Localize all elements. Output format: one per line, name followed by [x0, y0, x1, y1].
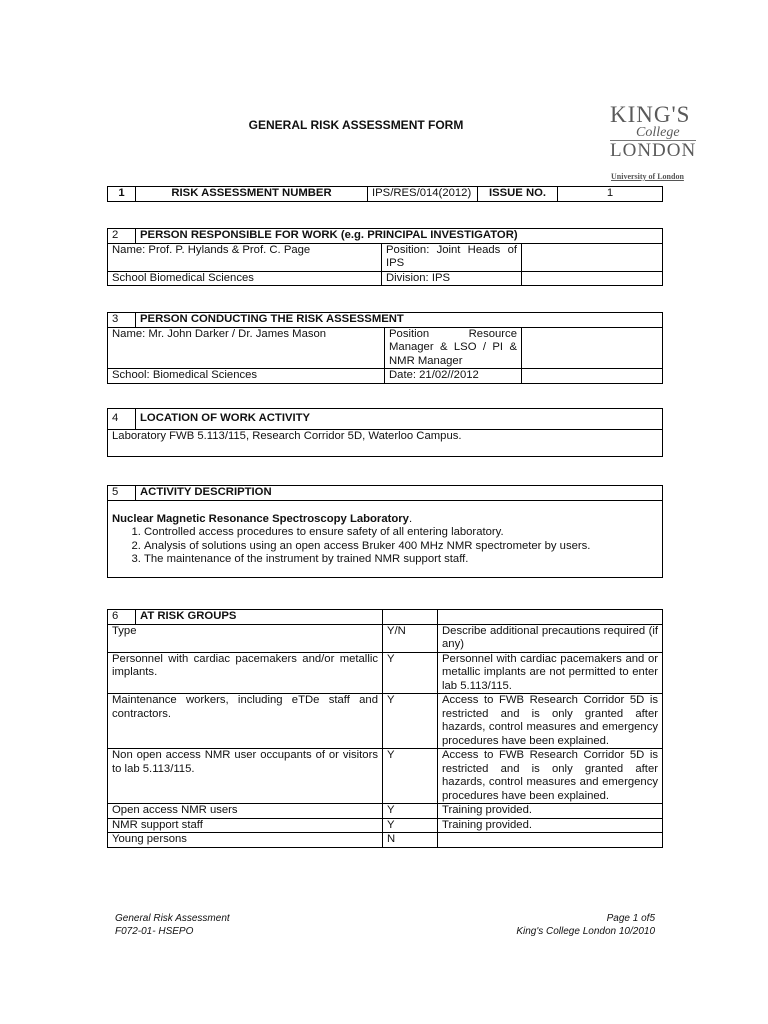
responsible-division: Division: IPS	[382, 271, 522, 286]
activity-list	[112, 526, 658, 567]
footer-left	[115, 912, 230, 938]
assessment-date-extra-cell	[522, 369, 663, 384]
assessment-date: Date: 21/02//2012	[385, 369, 522, 384]
section-4-title: LOCATION OF WORK ACTIVITY	[136, 409, 663, 430]
group-precautions: Training provided.	[438, 818, 663, 833]
footer-right	[455, 912, 655, 938]
table-row	[108, 804, 663, 819]
group-yn: Y	[383, 652, 438, 694]
section-2-header-row	[108, 229, 663, 244]
section-3-table	[107, 312, 663, 384]
footer-form-code: F072-01- HSEPO	[115, 926, 194, 937]
group-yn: Y	[383, 694, 438, 749]
activity-item: 3. The maintenance of the instrument by trained NMR support staff.	[144, 553, 658, 567]
group-yn: Y	[383, 804, 438, 819]
logo-line-college: College	[636, 125, 680, 140]
section-6-header-blank	[438, 610, 663, 625]
table-header-row	[108, 624, 663, 652]
issue-no-value: 1	[558, 187, 663, 202]
section-4-body-row	[108, 430, 663, 457]
group-type: Maintenance workers, including eTDe staff and contractors.	[108, 694, 383, 749]
logo-line-london: LONDON	[610, 140, 697, 161]
footer-form-name: General Risk Assessment	[115, 913, 230, 924]
section-6-table	[107, 609, 663, 848]
section-1-number: 1	[108, 187, 136, 202]
activity-heading: Nuclear Magnetic Resonance Spectroscopy Laboratory	[112, 512, 409, 525]
activity-item: 1. Controlled access procedures to ensure safety of all entering laboratory.	[144, 526, 658, 540]
footer-org-date: King's College London 10/2010	[516, 926, 655, 937]
group-precautions: Access to FWB Research Corridor 5D is restricted and is only granted after hazards, control measures and emergency procedures have been explained.	[438, 694, 663, 749]
group-precautions: Personnel with cardiac pacemakers and or metallic implants are not permitted to enter lab 5.113/115.	[438, 652, 663, 694]
table-row	[108, 749, 663, 804]
issue-no-label: ISSUE NO.	[478, 187, 558, 202]
section-1-table	[107, 186, 663, 202]
section-2-number: 2	[108, 229, 136, 244]
group-type: Young persons	[108, 833, 383, 848]
group-type: Personnel with cardiac pacemakers and/or metallic implants.	[108, 652, 383, 694]
risk-assessment-number-value: IPS/RES/014(2012)	[368, 187, 478, 202]
section-6-header-row	[108, 610, 663, 625]
section-5-title: ACTIVITY DESCRIPTION	[136, 486, 663, 501]
group-yn: Y	[383, 749, 438, 804]
section-3-school-row	[108, 369, 663, 384]
table-row	[108, 833, 663, 848]
assessor-school: School: Biomedical Sciences	[108, 369, 385, 384]
section-4-number: 4	[108, 409, 136, 430]
activity-item: 2. Analysis of solutions using an open access Bruker 400 MHz NMR spectrometer by users.	[144, 540, 658, 554]
section-5-table	[107, 485, 663, 578]
responsible-name: Name: Prof. P. Hylands & Prof. C. Page	[108, 243, 382, 271]
form-title: GENERAL RISK ASSESSMENT FORM	[248, 118, 464, 132]
responsible-division-extra-cell	[522, 271, 663, 286]
section-4-table	[107, 408, 663, 457]
column-header-type: Type	[108, 624, 383, 652]
section-4-header-row	[108, 409, 663, 430]
section-5-number: 5	[108, 486, 136, 501]
assessor-name: Name: Mr. John Darker / Dr. James Mason	[108, 327, 385, 369]
section-3-name-row	[108, 327, 663, 369]
risk-assessment-number-label: RISK ASSESSMENT NUMBER	[136, 187, 368, 202]
responsible-school: School Biomedical Sciences	[108, 271, 382, 286]
section-2-name-row	[108, 243, 663, 271]
section-3-header-row	[108, 313, 663, 328]
activity-description: Nuclear Magnetic Resonance Spectroscopy Laboratory. 1. Controlled access procedures to ensure safety of all entering laboratory. 2. Analysis of solutions using an open access Bruker 400 MHz NMR spectrometer by users. 3. The maintenance of the instrument by trained NMR support staff.	[108, 500, 663, 577]
group-yn: N	[383, 833, 438, 848]
group-precautions: Access to FWB Research Corridor 5D is restricted and is only granted after hazards, control measures and emergency procedures have been explained.	[438, 749, 663, 804]
section-6-number: 6	[108, 610, 136, 625]
section-6-header-blank	[383, 610, 438, 625]
section-5-body-row	[108, 500, 663, 577]
work-location: Laboratory FWB 5.113/115, Research Corridor 5D, Waterloo Campus.	[108, 430, 663, 457]
group-yn: Y	[383, 818, 438, 833]
table-row	[108, 694, 663, 749]
logo-tagline: University of London	[611, 172, 684, 181]
group-precautions	[438, 833, 663, 848]
table-row	[108, 818, 663, 833]
section-3-number: 3	[108, 313, 136, 328]
table-row	[108, 652, 663, 694]
responsible-extra-cell	[522, 243, 663, 271]
section-5-header-row	[108, 486, 663, 501]
section-6-title: AT RISK GROUPS	[136, 610, 383, 625]
responsible-position: Position: Joint Heads of IPS	[382, 243, 522, 271]
group-type: Open access NMR users	[108, 804, 383, 819]
section-2-table	[107, 228, 663, 286]
section-2-title: PERSON RESPONSIBLE FOR WORK (e.g. PRINCIPAL INVESTIGATOR)	[136, 229, 663, 244]
assessor-extra-cell	[522, 327, 663, 369]
column-header-yn: Y/N	[383, 624, 438, 652]
section-2-school-row	[108, 271, 663, 286]
section-1-row	[108, 187, 663, 202]
footer-page-number: Page 1 of5	[606, 913, 655, 924]
section-3-title: PERSON CONDUCTING THE RISK ASSESSMENT	[136, 313, 663, 328]
logo-line-kings: KING'S	[610, 102, 691, 127]
group-type: NMR support staff	[108, 818, 383, 833]
column-header-describe: Describe additional precautions required (if any)	[438, 624, 663, 652]
group-precautions: Training provided.	[438, 804, 663, 819]
group-type: Non open access NMR user occupants of or visitors to lab 5.113/115.	[108, 749, 383, 804]
assessor-position: Position Resource Manager & LSO / PI & NMR Manager	[385, 327, 522, 369]
